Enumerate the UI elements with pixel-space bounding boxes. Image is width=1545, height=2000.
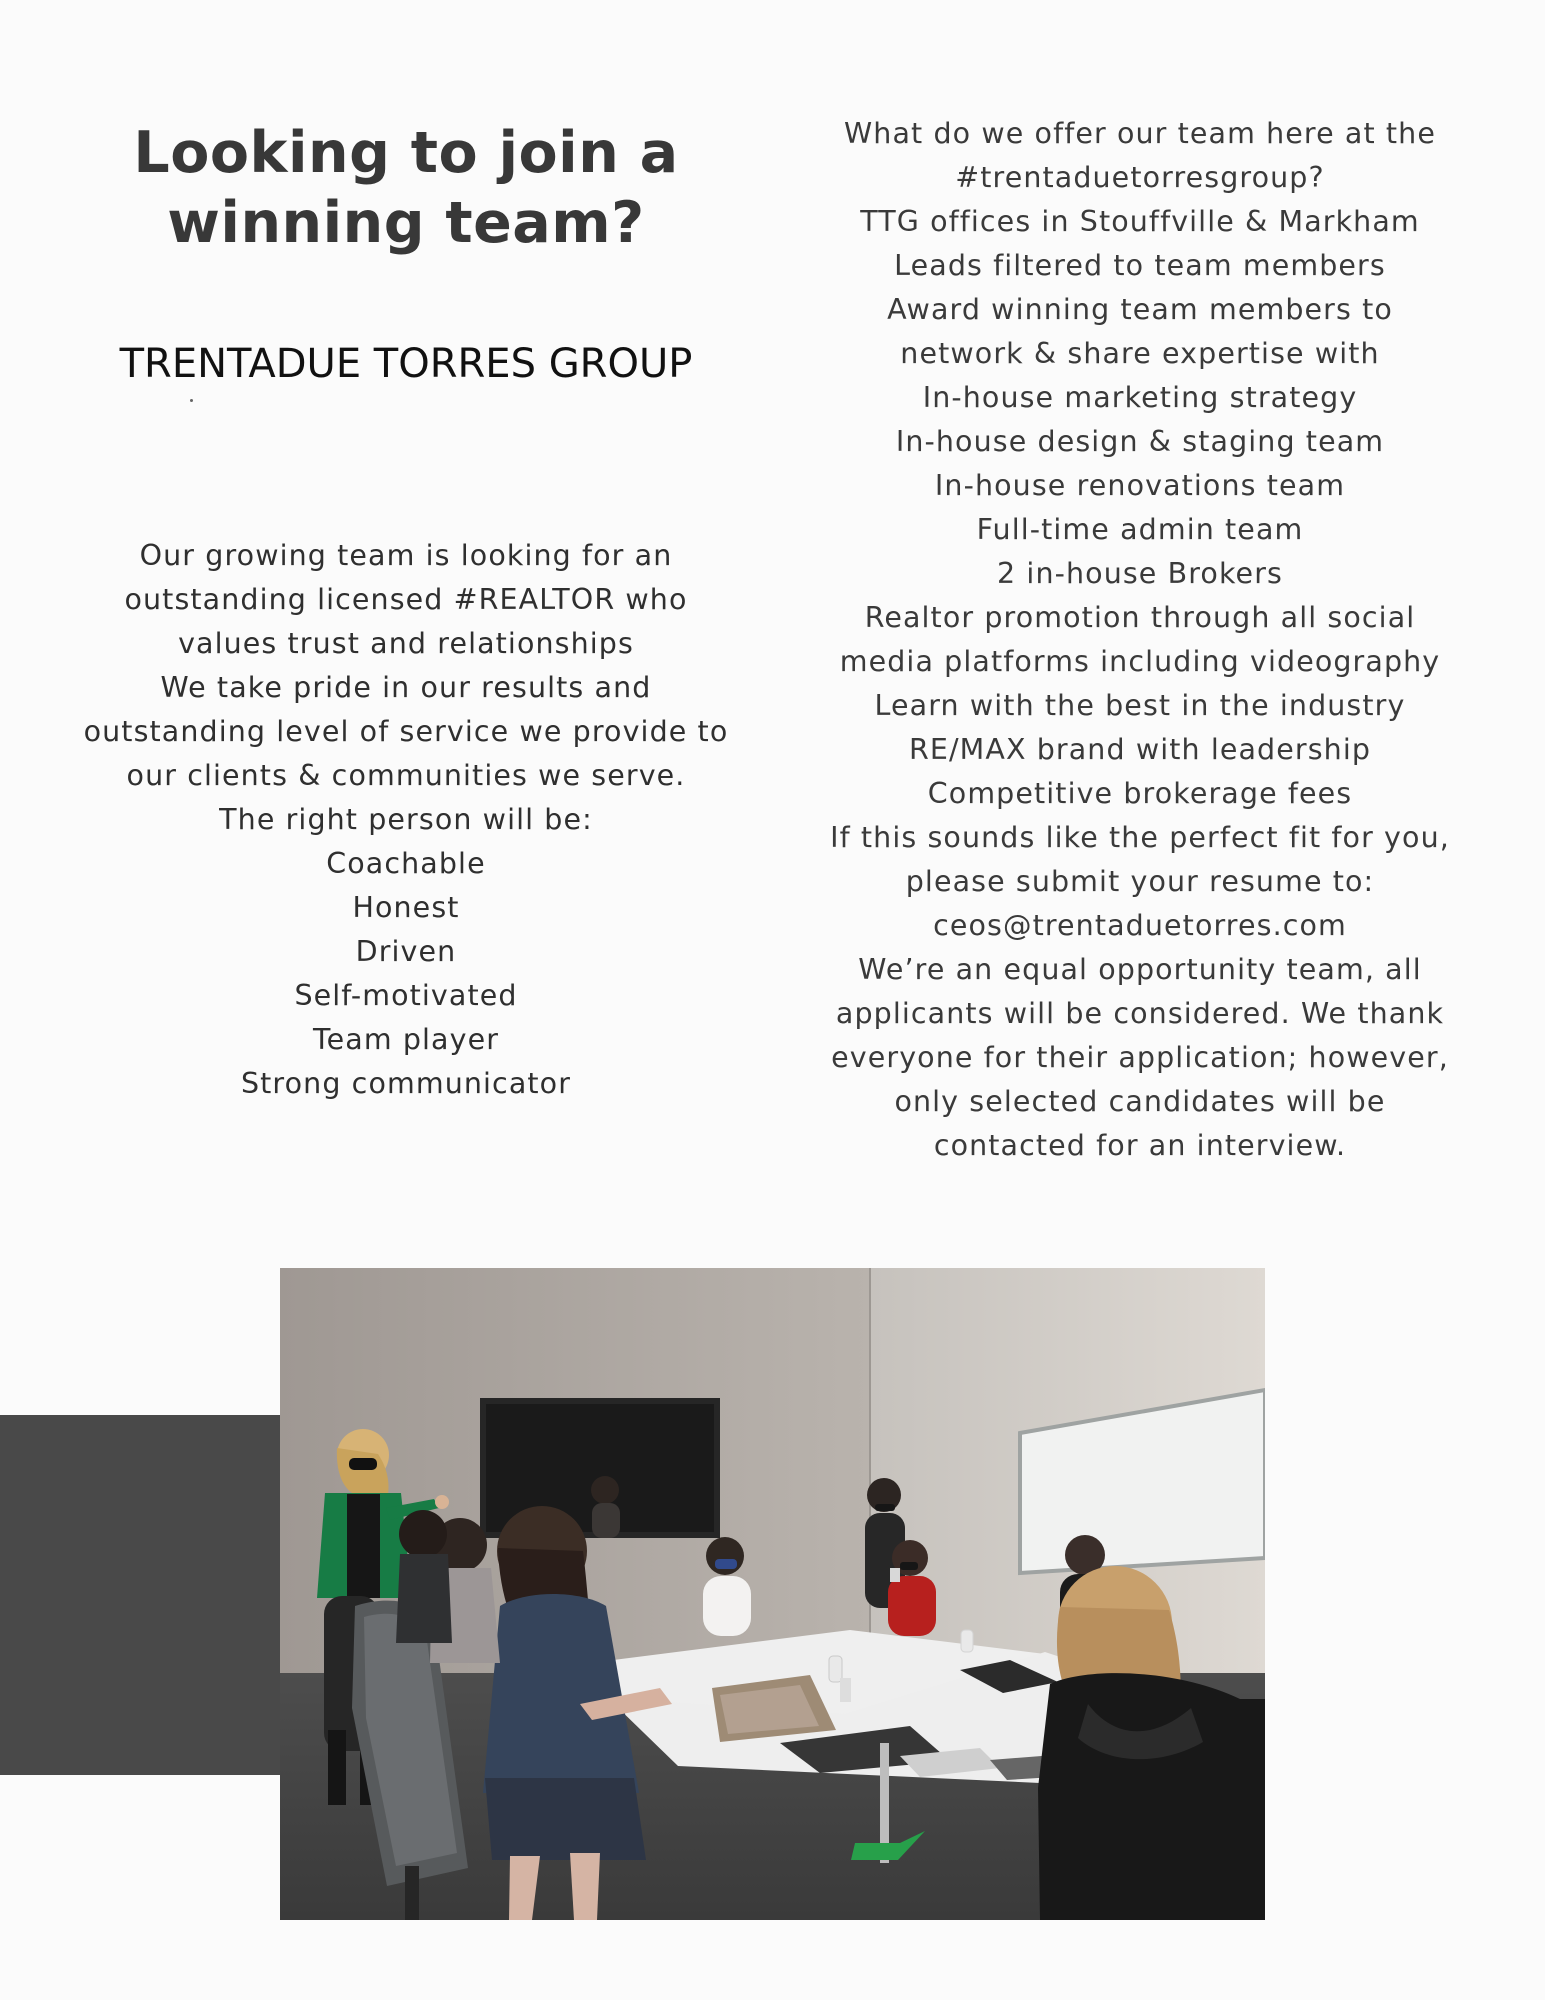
left-line: values trust and relationships: [178, 627, 634, 660]
benefit-item: 2 in-house Brokers: [997, 557, 1283, 590]
quality-item: Driven: [355, 935, 457, 968]
left-line: The right person will be:: [219, 803, 593, 836]
right-line: #trentaduetorresgroup?: [955, 161, 1325, 194]
benefit-item: RE/MAX brand with leadership: [908, 733, 1372, 766]
left-column: [52, 534, 760, 1106]
benefit-item: media platforms including videography: [839, 645, 1441, 678]
benefit-item: network & share expertise with: [900, 337, 1380, 370]
accent-block: [0, 1415, 281, 1775]
left-line: Our growing team is looking for an: [139, 539, 673, 572]
headline-line-2: winning team?: [167, 190, 645, 256]
right-line: please submit your resume to:: [905, 865, 1375, 898]
quality-item: Coachable: [326, 847, 486, 880]
quality-item: Honest: [352, 891, 460, 924]
team-meeting-photo: [280, 1268, 1265, 1920]
group-name: TRENTADUE TORRES GROUP: [119, 341, 693, 387]
right-column: [810, 112, 1470, 1168]
benefit-item: Competitive brokerage fees: [927, 777, 1353, 810]
right-line: contacted for an interview.: [933, 1129, 1347, 1162]
benefit-item: In-house marketing strategy: [922, 381, 1358, 414]
headline-line-1: Looking to join a: [133, 120, 679, 186]
left-line: outstanding level of service we provide to: [83, 715, 729, 748]
right-line: We’re an equal opportunity team, all: [858, 953, 1422, 986]
benefit-item: Full-time admin team: [976, 513, 1304, 546]
left-line: outstanding licensed #REALTOR who: [124, 583, 688, 616]
left-line: our clients & communities we serve.: [126, 759, 686, 792]
quality-item: Strong communicator: [240, 1067, 572, 1100]
right-line: What do we offer our team here at the: [844, 117, 1436, 150]
right-line: If this sounds like the perfect fit for you,: [830, 821, 1450, 854]
decorative-dot: [190, 399, 193, 402]
benefit-item: Learn with the best in the industry: [874, 689, 1406, 722]
quality-item: Self-motivated: [294, 979, 518, 1012]
benefit-item: Award winning team members to: [887, 293, 1393, 326]
benefit-item: In-house design & staging team: [895, 425, 1385, 458]
right-line: applicants will be considered. We thank: [835, 997, 1445, 1030]
quality-item: Team player: [312, 1023, 500, 1056]
right-line: only selected candidates will be: [894, 1085, 1386, 1118]
right-line: everyone for their application; however,: [831, 1041, 1449, 1074]
headline: [60, 118, 752, 258]
benefit-item: In-house renovations team: [934, 469, 1346, 502]
left-line: We take pride in our results and: [160, 671, 652, 704]
benefit-item: Realtor promotion through all social: [864, 601, 1416, 634]
benefit-item: TTG offices in Stouffville & Markham: [860, 205, 1420, 238]
contact-email: ceos@trentaduetorres.com: [933, 909, 1347, 942]
benefit-item: Leads filtered to team members: [894, 249, 1386, 282]
